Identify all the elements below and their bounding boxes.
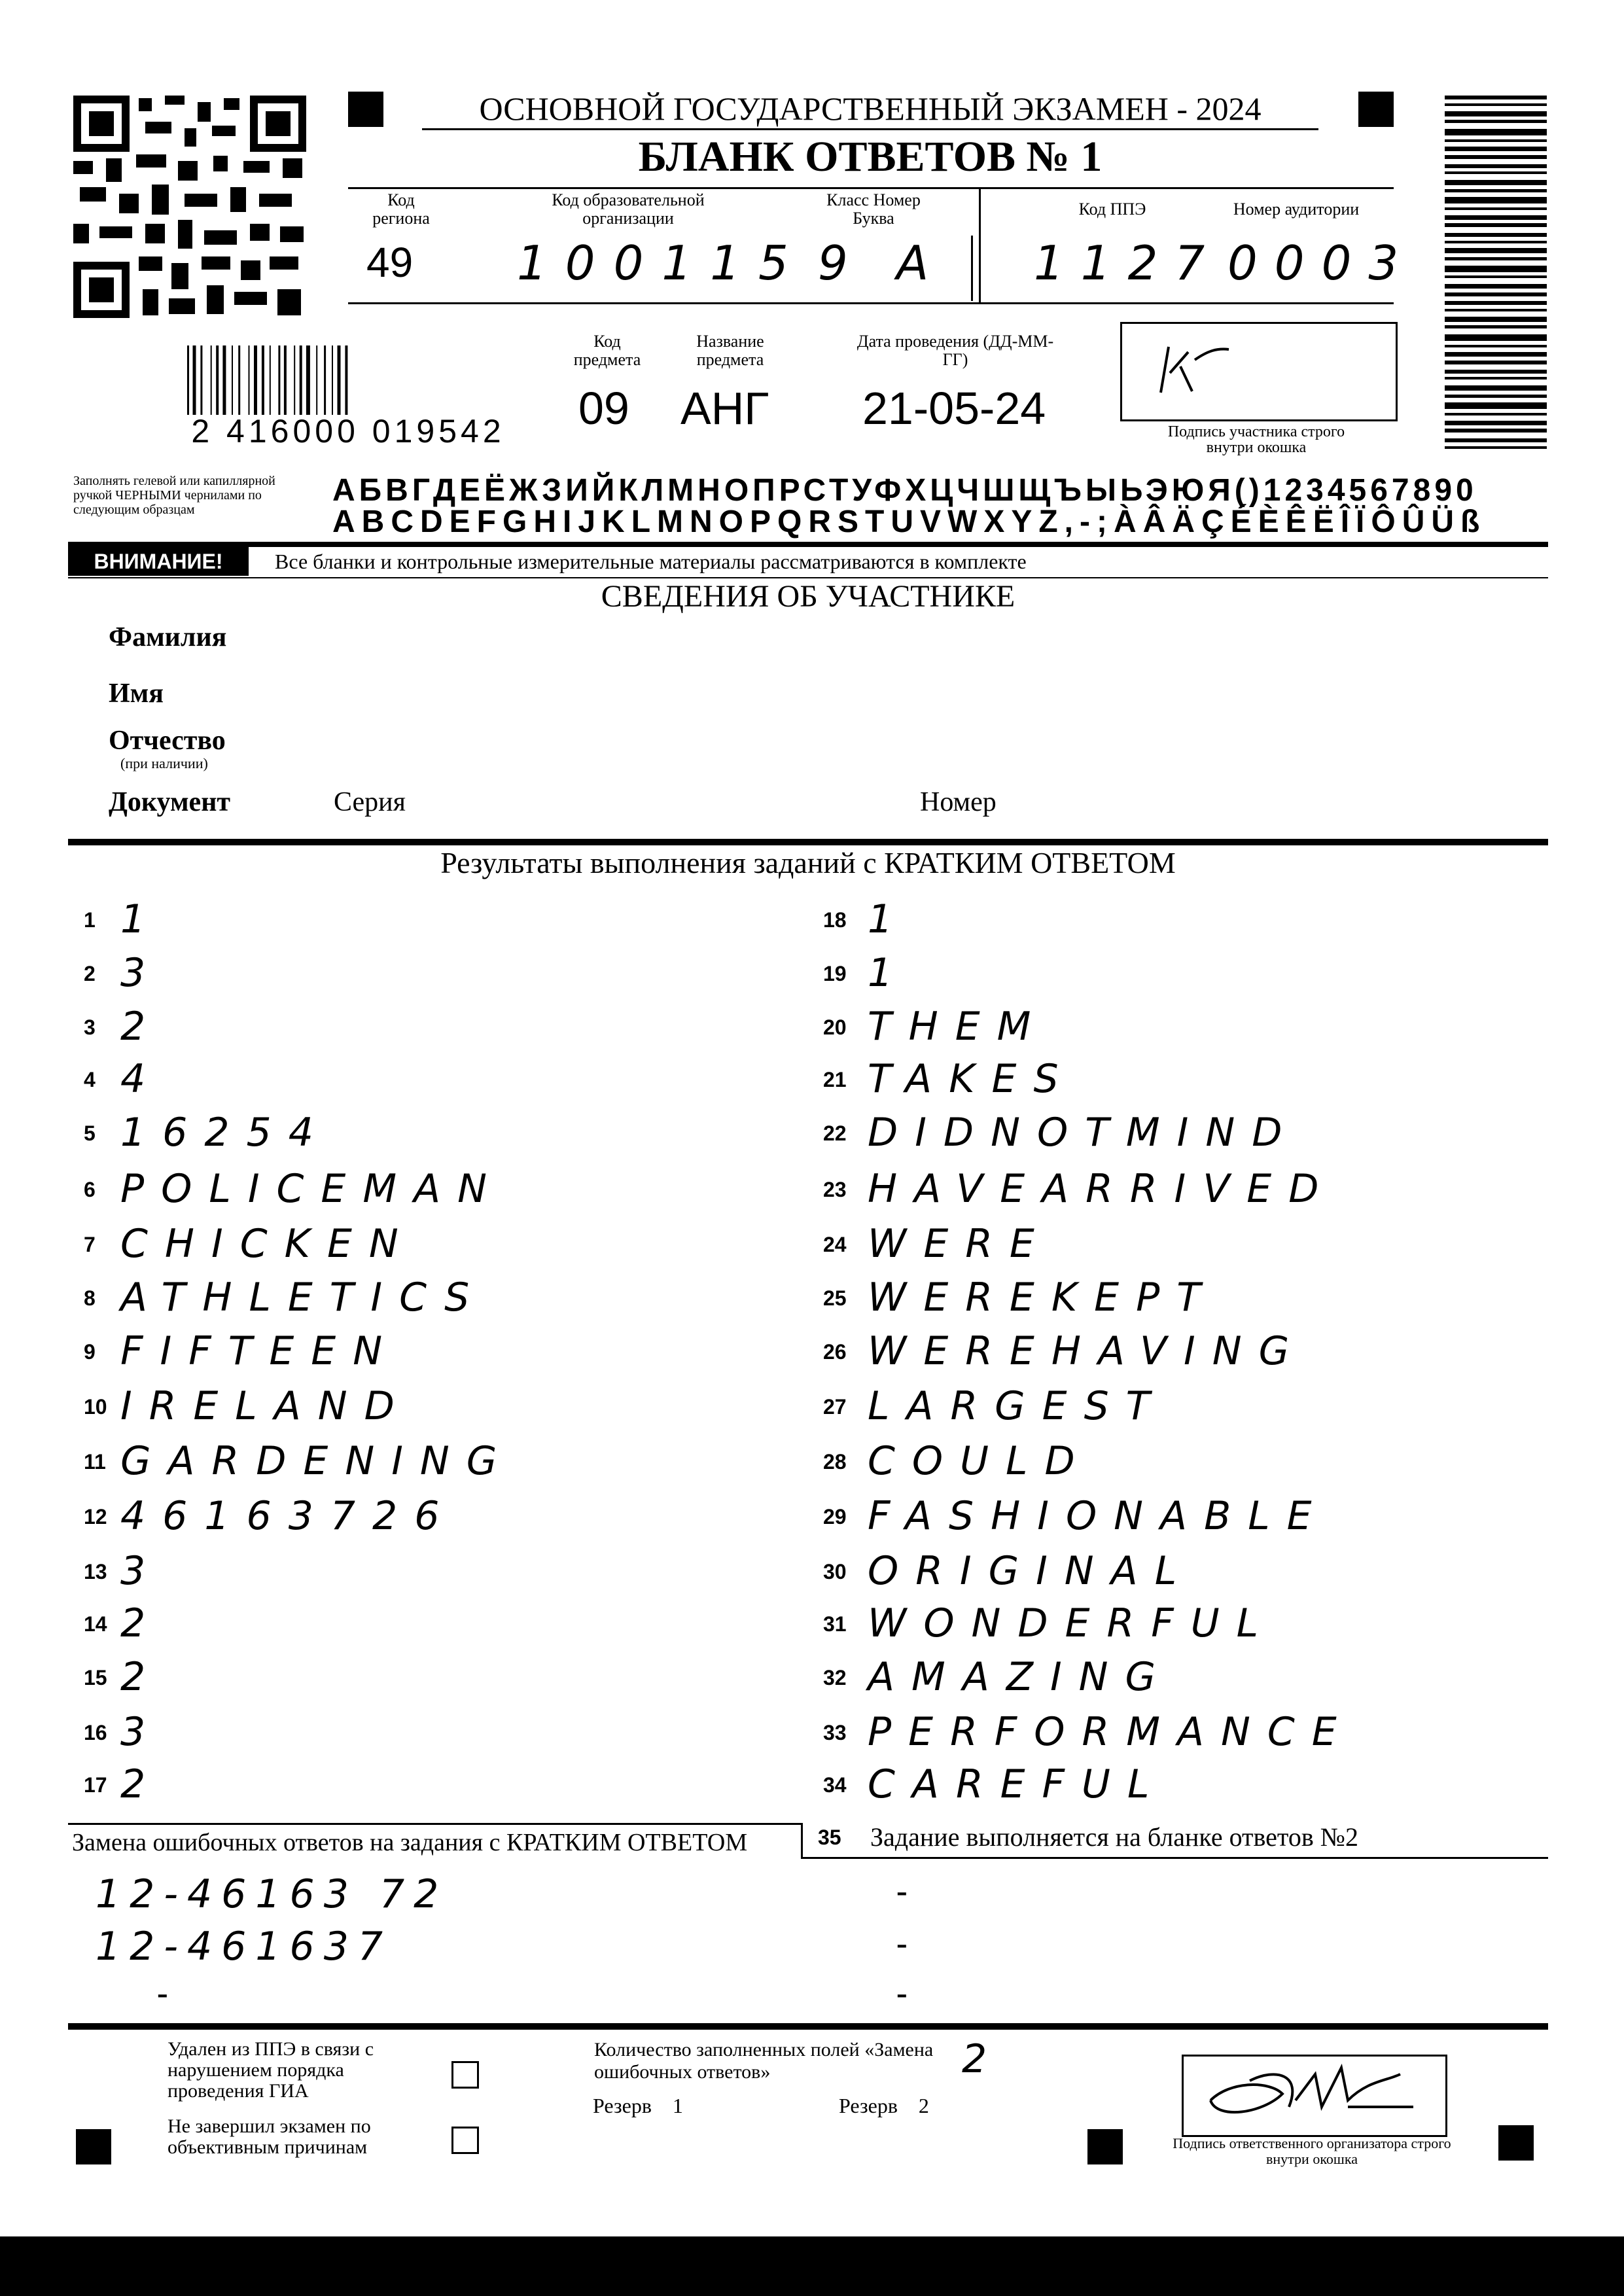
task-number: 11: [84, 1450, 106, 1474]
subject-code-label: Код предмета: [573, 332, 641, 369]
replacement-left-1: 12-46163 72: [96, 1871, 448, 1917]
class-number: 9: [818, 236, 848, 291]
task-number: 19: [823, 962, 847, 985]
task-number: 34: [823, 1773, 847, 1797]
side-barcode: [1445, 96, 1547, 455]
marker-square: [1358, 92, 1394, 127]
replacement-count-label: Количество заполненных полей «Замена ошибочных ответов»: [594, 2039, 934, 2083]
reserve-1: Резерв 1: [593, 2094, 683, 2117]
task-answer[interactable]: PERFORMANCE: [868, 1709, 1354, 1755]
task-number: 30: [823, 1560, 847, 1583]
task-answer[interactable]: CAREFUL: [868, 1761, 1167, 1807]
task-number: 3: [84, 1016, 96, 1039]
participant-section-title: СВЕДЕНИЯ ОБ УЧАСТНИКЕ: [601, 579, 1015, 614]
task-number: 18: [823, 908, 847, 932]
task-answer[interactable]: 2: [120, 1004, 163, 1050]
signature-caption: Подпись участника строго внутри окошка: [1167, 423, 1345, 456]
marker-square: [348, 92, 383, 127]
task-answer[interactable]: DIDNOTMIND: [868, 1110, 1299, 1156]
task-answer[interactable]: AMAZING: [868, 1654, 1173, 1700]
task-number: 1: [84, 908, 96, 932]
patronymic-note: (при наличии): [120, 755, 208, 771]
divider: [348, 187, 1394, 189]
divider: [68, 839, 1548, 845]
name-label: Имя: [109, 679, 164, 709]
task-number: 24: [823, 1233, 847, 1256]
ppe-value: 1127: [1034, 236, 1222, 291]
removed-text: Удален из ППЭ в связи с нарушением порядка проведения ГИА: [168, 2038, 374, 2102]
task-number: 8: [84, 1286, 96, 1310]
task-number: 20: [823, 1016, 847, 1039]
task-answer[interactable]: WEREHAVING: [868, 1328, 1307, 1374]
task-answer[interactable]: POLICEMAN: [120, 1166, 504, 1212]
divider: [971, 236, 973, 301]
task-answer[interactable]: ATHLETICS: [120, 1275, 487, 1320]
task-number: 26: [823, 1340, 847, 1364]
number-label: Номер: [920, 787, 997, 817]
task-number: 5: [84, 1122, 96, 1145]
series-label: Серия: [334, 787, 406, 817]
divider: [68, 542, 1548, 547]
task-answer[interactable]: WEREKEPT: [868, 1275, 1218, 1320]
task-number: 28: [823, 1450, 847, 1474]
task-answer[interactable]: THEM: [868, 1004, 1048, 1050]
org-value: 100115: [517, 236, 807, 291]
task-answer[interactable]: IRELAND: [120, 1383, 412, 1429]
exam-date-label: Дата проведения (ДД-ММ-ГГ): [856, 332, 1054, 369]
surname-label: Фамилия: [109, 622, 227, 652]
task-number: 7: [84, 1233, 96, 1256]
organizer-signature-caption: Подпись ответственного организатора строго внутри окошка: [1173, 2135, 1451, 2167]
replacement-right-1: -: [896, 1872, 908, 1909]
task-number: 9: [84, 1340, 96, 1364]
sample-instruction: Заполнять гелевой или капиллярной ручкой ЧЕРНЫМИ чернилами по следующим образцам: [73, 474, 275, 517]
reserve-2: Резерв 2: [839, 2094, 929, 2117]
room-value: 0003: [1227, 236, 1416, 291]
replacement-count-value: 2: [962, 2036, 987, 2082]
scan-bottom-band: [0, 2236, 1624, 2296]
org-label: Код образовательной организации: [552, 190, 705, 228]
task-number: 14: [84, 1612, 107, 1636]
barcode: [187, 345, 534, 415]
form-title: БЛАНК ОТВЕТОВ № 1: [638, 133, 1103, 181]
task-answer[interactable]: CHICKEN: [120, 1221, 415, 1267]
marker-square: [76, 2129, 111, 2164]
task-answer[interactable]: WONDERFUL: [868, 1600, 1276, 1646]
sample-row-1: АБВГДЕЁЖЗИЙКЛМНОПРСТУФХЦЧШЩЪЫЬЭЮЯ()1234567890: [332, 473, 1477, 508]
attention-text: Все бланки и контрольные измерительные материалы рассматриваются в комплекте: [275, 550, 1027, 573]
task-answer[interactable]: TAKES: [868, 1056, 1076, 1102]
participant-signature: [1149, 334, 1247, 399]
divider: [801, 1857, 1548, 1859]
patronymic-label: Отчество: [109, 726, 226, 756]
task-answer[interactable]: 1: [868, 896, 910, 942]
subject-code-value: 09: [578, 383, 629, 434]
task-number: 32: [823, 1666, 847, 1689]
subject-name-value: АНГ: [680, 383, 769, 434]
task-35-text: Задание выполняется на бланке ответов №2: [870, 1822, 1358, 1852]
replacement-left-2: 12-461637: [96, 1924, 393, 1969]
task-answer[interactable]: COULD: [868, 1438, 1092, 1484]
document-label: Документ: [109, 787, 231, 817]
replacement-right-2: -: [896, 1924, 908, 1961]
organizer-signature: [1191, 2055, 1426, 2133]
region-label: Код региона: [372, 190, 430, 228]
not-finished-text: Не завершил экзамен по объективным причинам: [168, 2115, 371, 2158]
task-number: 13: [84, 1560, 107, 1583]
divider: [68, 2023, 1548, 2030]
room-label: Номер аудитории: [1233, 200, 1360, 219]
task-answer[interactable]: 4: [120, 1056, 163, 1102]
attention-badge: ВНИМАНИЕ!: [68, 547, 249, 576]
marker-square: [1498, 2125, 1534, 2161]
task-answer[interactable]: 2: [120, 1600, 163, 1646]
divider: [68, 1823, 802, 1825]
task-answer[interactable]: GARDENING: [120, 1438, 514, 1484]
class-label: Класс Номер Буква: [826, 190, 921, 228]
task-number: 2: [84, 962, 96, 985]
barcode-digits: 2 416000 019542: [191, 413, 505, 450]
task-answer[interactable]: FASHIONABLE: [868, 1493, 1329, 1539]
task-number: 10: [84, 1395, 107, 1419]
task-answer[interactable]: LARGEST: [868, 1383, 1167, 1429]
subject-name-label: Название предмета: [696, 332, 764, 369]
task-number: 15: [84, 1666, 107, 1689]
task-number: 31: [823, 1612, 847, 1636]
task-35-number: 35: [818, 1826, 841, 1849]
sample-row-2: ABCDEFGHIJKLMNOPQRSTUVWXYZ,-;ÀÂÄÇÉÈÊËÎÏÔÛÜß: [332, 504, 1487, 539]
ppe-label: Код ППЭ: [1078, 200, 1146, 219]
task-number: 33: [823, 1721, 847, 1744]
task-number: 22: [823, 1122, 847, 1145]
task-answer[interactable]: 1: [120, 896, 163, 942]
not-finished-checkbox[interactable]: [451, 2127, 479, 2154]
task-answer[interactable]: 3: [120, 1709, 163, 1755]
removed-checkbox[interactable]: [451, 2061, 479, 2089]
marker-square: [1087, 2129, 1123, 2164]
task-answer[interactable]: 2: [120, 1654, 163, 1700]
task-answer[interactable]: WERE: [868, 1221, 1051, 1267]
region-value: 49: [366, 239, 414, 286]
divider: [801, 1823, 803, 1858]
task-number: 6: [84, 1178, 96, 1201]
task-answer[interactable]: 46163726: [120, 1493, 457, 1539]
task-answer[interactable]: 3: [120, 1548, 163, 1594]
task-number: 4: [84, 1068, 96, 1091]
task-answer[interactable]: 1: [868, 950, 910, 996]
task-number: 21: [823, 1068, 847, 1091]
replacement-title: Замена ошибочных ответов на задания с КРАТКИМ ОТВЕТОМ: [72, 1829, 748, 1856]
task-number: 16: [84, 1721, 107, 1744]
task-number: 12: [84, 1505, 107, 1528]
task-number: 27: [823, 1395, 847, 1419]
task-number: 29: [823, 1505, 847, 1528]
task-answer[interactable]: FIFTEEN: [120, 1328, 400, 1374]
qr-code: [73, 96, 306, 318]
task-number: 25: [823, 1286, 847, 1310]
replacement-left-3: -: [157, 1974, 168, 2011]
results-title: Результаты выполнения заданий с КРАТКИМ ОТВЕТОМ: [440, 846, 1176, 879]
task-number: 17: [84, 1773, 107, 1797]
exam-title: ОСНОВНОЙ ГОСУДАРСТВЕННЫЙ ЭКЗАМЕН - 2024: [422, 89, 1318, 130]
task-answer[interactable]: 2: [120, 1761, 163, 1807]
class-letter: А: [896, 236, 929, 291]
exam-date-value: 21-05-24: [862, 383, 1046, 434]
divider: [348, 302, 1394, 304]
task-number: 23: [823, 1178, 847, 1201]
task-answer[interactable]: ORIGINAL: [868, 1548, 1194, 1594]
task-answer[interactable]: 3: [120, 950, 163, 996]
task-answer[interactable]: 16254: [120, 1110, 330, 1156]
divider: [979, 188, 981, 304]
replacement-right-3: -: [896, 1974, 908, 2011]
task-answer[interactable]: HAVEARRIVED: [868, 1166, 1336, 1212]
